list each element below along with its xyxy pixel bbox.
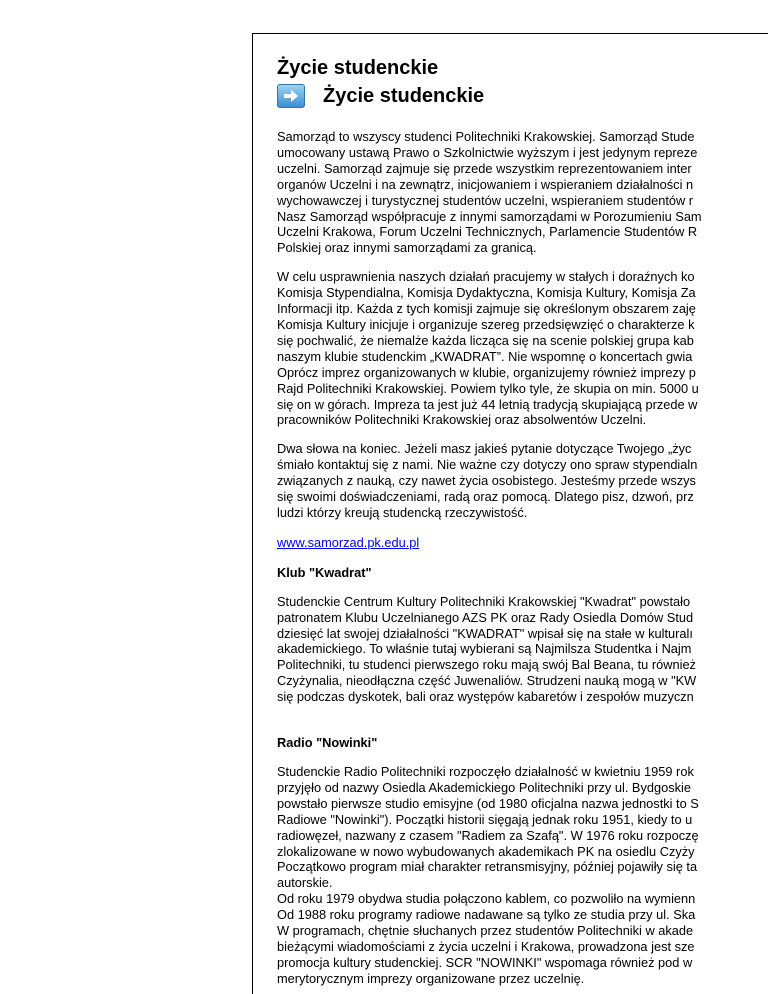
text-line: Początkowo program miał charakter retransmisyjny, później pojawiły się ta <box>277 859 698 875</box>
kwadrat-heading: Klub "Kwadrat" <box>277 564 372 580</box>
text-line: związanych z nauką, czy nawet życia osobistego. Jesteśmy przede wszys <box>277 473 696 489</box>
text-line: się podczas dyskotek, bali oraz występów kabaretów i zespołów muzyczn <box>277 689 694 705</box>
text-line: Czyżynalia, nieodłączna część Juwenaliów. Strudzeni nauką mogą w "KW <box>277 673 697 689</box>
text-line: Polskiej oraz innymi samorządami za granicą. <box>277 240 537 256</box>
page-title: Życie studenckie <box>277 57 439 79</box>
text-line: się swoimi doświadczeniami, radą oraz pomocą. Dlatego pisz, dzwoń, prz <box>277 489 694 505</box>
text-line: Radiowe "Nowinki"). Początki historii sięgają jednak roku 1951, kiedy to u <box>277 811 693 827</box>
text-line: Oprócz imprez organizowanych w klubie, organizujemy również imprezy p <box>277 364 696 380</box>
text-line: Komisja Kultury inicjuje i organizuje szereg przedsięwzięć o charakterze k <box>277 316 695 332</box>
text-line: Studenckie Centrum Kultury Politechniki Krakowskiej "Kwadrat" powstało <box>277 593 691 609</box>
closing-paragraph <box>277 441 768 521</box>
text-line: się pochwalić, że niemalże każda licząca się na scenie polskiej grupa kab <box>277 332 694 348</box>
text-line: Od 1988 roku programy radiowe nadawane są tylko ze studia przy ul. Ska <box>277 907 696 923</box>
page-content <box>277 56 768 987</box>
text-line: merytorycznym imprezy organizowane przez uczelnię. <box>277 970 585 986</box>
document-page <box>252 33 768 994</box>
intro-paragraph <box>277 129 768 256</box>
kwadrat-heading-paragraph <box>277 565 768 581</box>
arrow-right-icon <box>277 84 305 108</box>
text-line: uczelni. Samorząd zajmuje się przede wszystkim reprezentowaniem inter <box>277 160 692 176</box>
text-line: przyjęło od nazwy Osiedla Akademickiego Politechniki przy ul. Bydgoskie <box>277 779 691 795</box>
text-line: Studenckie Radio Politechniki rozpoczęło działalność w kwietniu 1959 rok <box>277 764 694 779</box>
text-line: się on w górach. Impreza ta jest już 44 letnią tradycją skupiającą przede w <box>277 396 698 412</box>
text-line: Dwa słowa na koniec. Jeżeli masz jakieś pytanie dotyczące Twojego „życ <box>277 441 692 457</box>
kwadrat-paragraph <box>277 594 768 705</box>
text-line: Uczelni Krakowa, Forum Uczelni Technicznych, Parlamencie Studentów R <box>277 224 698 240</box>
text-line: bieżącymi wiadomościami z życia uczelni i Krakowa, prowadzona jest sze <box>277 938 695 954</box>
page-subtitle: Życie studenckie <box>323 85 485 107</box>
text-line: Samorząd to wszyscy studenci Politechniki Krakowskiej. Samorząd Stude <box>277 129 695 144</box>
text-line: zlokalizowane w nowo wybudowanych akademikach PK na osiedlu Czyży <box>277 843 695 859</box>
text-line: dziesięć lat swojej działalności "KWADRAT" wpisał się na stałe w kulturalı <box>277 625 693 641</box>
text-line: promocja kultury studenckiej. SCR "NOWINKI" wspomaga również pod w <box>277 954 693 970</box>
radio-heading: Radio "Nowinki" <box>277 735 378 751</box>
text-line: Politechniki, tu studenci pierwszego roku mają swój Bal Beana, tu również <box>277 657 696 673</box>
text-line: umocowany ustawą Prawo o Szkolnictwie wyższym i jest jedynym repreze <box>277 144 698 160</box>
commissions-paragraph <box>277 269 768 428</box>
text-line: akademickiego. To właśnie tutaj wybierani są Najmilsza Studentka i Najm <box>277 641 692 657</box>
text-line: Informacji itp. Każda z tych komisji zajmuje się określonym obszarem zaję <box>277 301 696 317</box>
text-line: Od roku 1979 obydwa studia połączono kablem, co pozwoliło na wymienn <box>277 891 696 907</box>
subtitle-row <box>277 82 768 110</box>
text-line: Nasz Samorząd współpracuje z innymi samorządami w Porozumieniu Sam <box>277 208 702 224</box>
text-line: W celu usprawnienia naszych działań pracujemy w stałych i doraźnych ko <box>277 269 695 285</box>
text-line: wychowawczej i turystycznej studentów uczelni, wspieraniem studentów r <box>277 192 694 208</box>
text-line: powstało pierwsze studio emisyjne (od 1980 oficjalna nazwa jednostki to S <box>277 795 699 811</box>
text-line: ludzi którzy kreują studencką rzeczywistość. <box>277 504 528 520</box>
text-line: Komisja Stypendialna, Komisja Dydaktyczna, Komisja Kultury, Komisja Za <box>277 285 696 301</box>
text-line: organów Uczelni i na zewnątrz, inicjowaniem i wspieraniem działalności n <box>277 176 694 192</box>
link-paragraph <box>277 534 768 552</box>
text-line: patronatem Klubu Uczelnianego AZS PK oraz Rady Osiedla Domów Stud <box>277 609 694 625</box>
text-line: śmiało kontaktuj się z nami. Nie ważne czy dotyczy ono spraw stypendialn <box>277 457 698 473</box>
radio-paragraph <box>277 764 768 987</box>
radio-heading-paragraph <box>277 735 768 751</box>
text-line: naszym klubie studenckim „KWADRAT”. Nie wspomnę o koncertach gwia <box>277 348 693 364</box>
samorzad-link[interactable]: www.samorzad.pk.edu.pl <box>277 534 420 550</box>
text-line: W programach, chętnie słuchanych przez studentów Politechniki w akade <box>277 923 694 939</box>
text-line: autorskie. <box>277 875 333 891</box>
text-line: radiowęzeł, nazwany z czasem "Radiem za Szafą". W 1976 roku rozpoczę <box>277 827 699 843</box>
text-line: pracowników Politechniki Krakowskiej oraz absolwentów Uczelni. <box>277 412 647 428</box>
text-line: Rajd Politechniki Krakowskiej. Powiem tylko tyle, że skupia on min. 5000 u <box>277 380 699 396</box>
